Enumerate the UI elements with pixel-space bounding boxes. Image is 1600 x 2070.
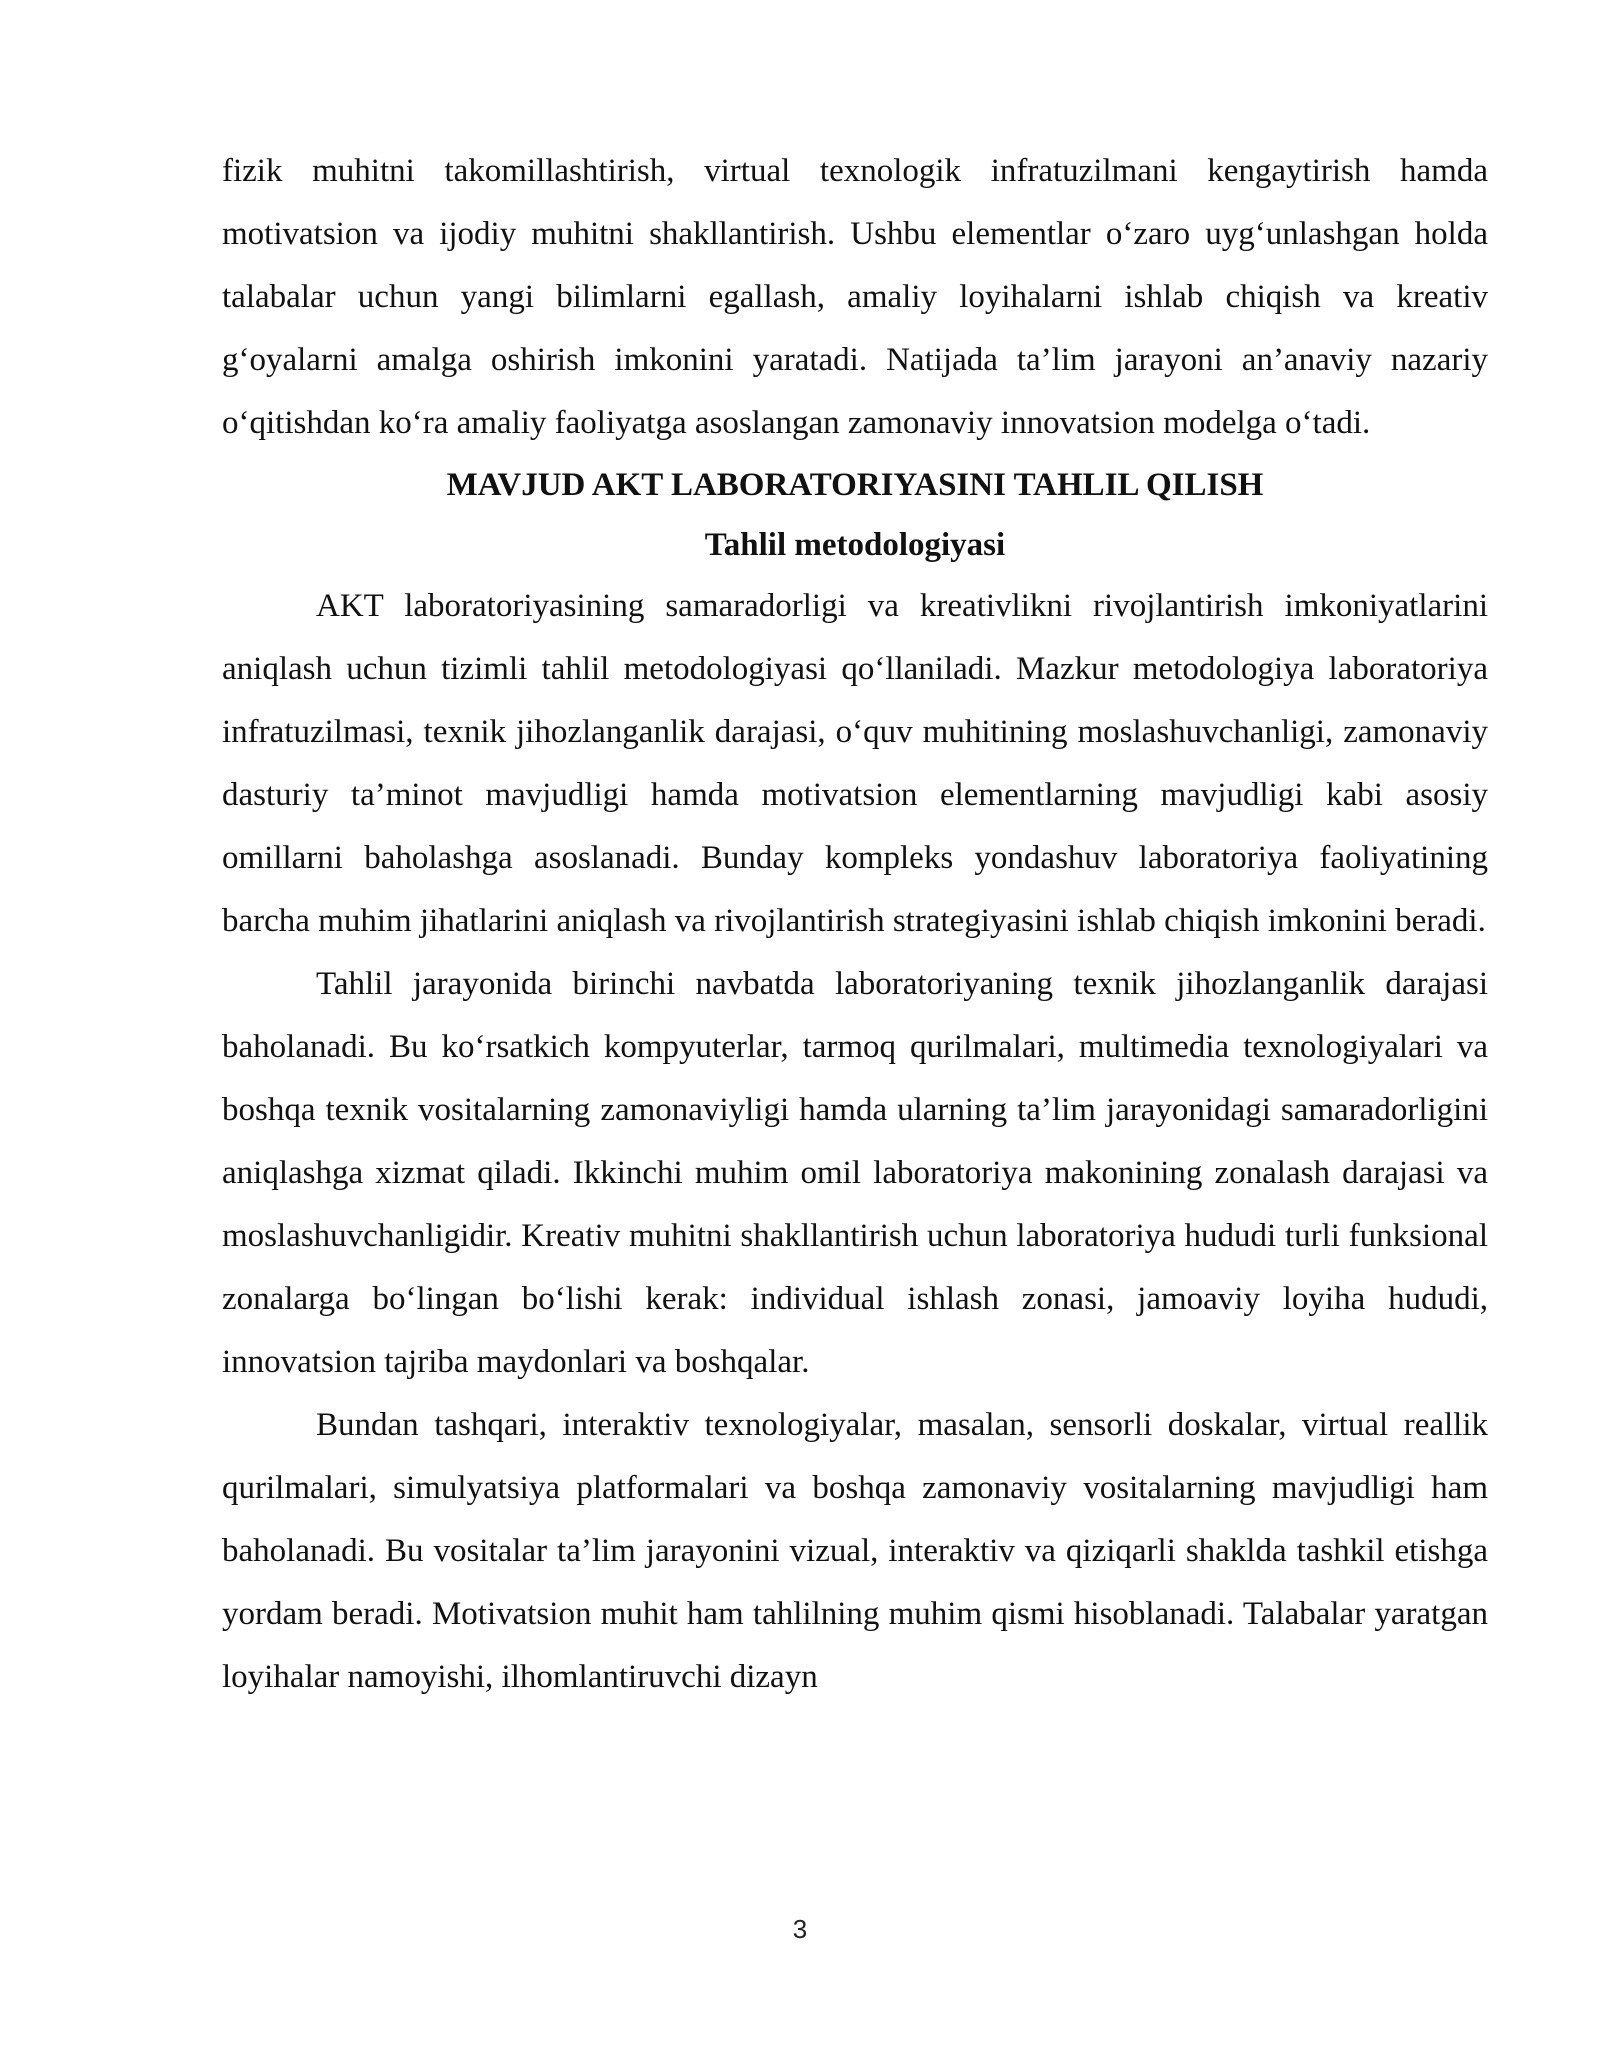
document-body — [222, 140, 1488, 1709]
paragraph-continued: fizik muhitni takomillashtirish, virtual texnologik infratuzilmani kengaytirish hamda motivatsion va ijodiy muhitni shakllantirish. Ushbu elementlar o‘zaro uyg‘unlashgan holda talabalar uchun yangi bilimlarni egallash, amaliy loyihalarni ishlab chiqish va kreativ g‘oyalarni amalga oshirish imkonini yaratadi. Natijada ta’lim jarayoni an’anaviy nazariy o‘qitishdan ko‘ra amaliy faoliyatga asoslangan zamonaviy innovatsion modelga o‘tadi. — [222, 153, 1488, 441]
section-heading: MAVJUD AKT LABORATORIYASINI TAHLIL QILISH — [446, 467, 1264, 503]
page-number: 3 — [792, 1914, 808, 1944]
paragraph: AKT laboratoriyasining samaradorligi va kreativlikni rivojlantirish imkoniyatlarini aniqlash uchun tizimli tahlil metodologiyasi qo‘llaniladi. Mazkur metodologiya laboratoriya infratuzilmasi, texnik jihozlanganlik darajasi, o‘quv muhitining moslashuvchanligi, zamonaviy dasturiy ta’minot mavjudligi hamda motivatsion elementlarning mavjudligi kabi asosiy omillarni baholashga asoslanadi. Bunday kompleks yondashuv laboratoriya faoliyatining barcha muhim jihatlarini aniqlash va rivojlantirish strategiyasini ishlab chiqish imkonini beradi. — [222, 588, 1488, 939]
paragraph: Tahlil jarayonida birinchi navbatda laboratoriyaning texnik jihozlanganlik darajasi baholanadi. Bu ko‘rsatkich kompyuterlar, tarmoq qurilmalari, multimedia texnologiyalari va boshqa texnik vositalarning zamonaviyligi hamda ularning ta’lim jarayonidagi samaradorligini aniqlashga xizmat qiladi. Ikkinchi muhim omil laboratoriya makonining zonalash darajasi va moslashuvchanligidir. Kreativ muhitni shakllantirish uchun laboratoriya hududi turli funksional zonalarga bo‘lingan bo‘lishi kerak: individual ishlash zonasi, jamoaviy loyiha hududi, innovatsion tajriba maydonlari va boshqalar. — [222, 966, 1488, 1380]
subsection-heading: Tahlil metodologiyasi — [704, 527, 1006, 563]
paragraph: Bundan tashqari, interaktiv texnologiyalar, masalan, sensorli doskalar, virtual reallik qurilmalari, simulyatsiya platformalari va boshqa zamonaviy vositalarning mavjudligi ham baholanadi. Bu vositalar ta’lim jarayonini vizual, interaktiv va qiziqarli shaklda tashkil etishga yordam beradi. Motivatsion muhit ham tahlilning muhim qismi hisoblanadi. Talabalar yaratgan loyihalar namoyishi, ilhomlantiruvchi dizayn — [222, 1407, 1488, 1695]
